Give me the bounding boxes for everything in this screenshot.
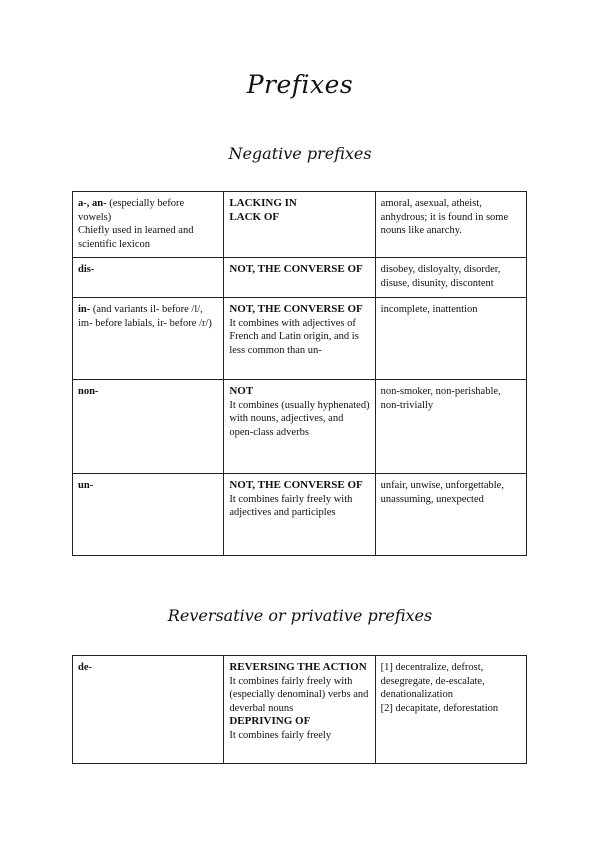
- table-row: [73, 192, 527, 258]
- meaning-description: It combines fairly freely with adjectives and participles: [229, 493, 353, 518]
- meaning-label: DEPRIVING OF: [229, 715, 311, 727]
- prefix-note: (especially before vowels): [78, 198, 185, 223]
- examples-cell: incomplete, inattention: [375, 298, 526, 380]
- examples-cell: [375, 656, 526, 764]
- prefix-cell: [73, 192, 224, 258]
- meaning-cell: [224, 258, 375, 298]
- examples-cell: non-smoker, non-perishable, non-trivially: [375, 380, 526, 474]
- prefix-label: de-: [78, 662, 92, 673]
- table-row: [73, 380, 527, 474]
- meaning-cell: [224, 192, 375, 258]
- meaning-description: It combines fairly freely with (especially denominal) verbs and deverbal nouns: [229, 675, 369, 714]
- meaning-label: NOT, THE CONVERSE OF: [229, 303, 363, 315]
- meaning-label: NOT, THE CONVERSE OF: [229, 479, 363, 491]
- prefix-cell: [73, 474, 224, 556]
- prefix-label: a-, an-: [78, 198, 107, 209]
- prefix-label: dis-: [78, 264, 95, 275]
- prefix-note: (and variants il- before /l/, im- before labials, ir- before /r/): [78, 304, 212, 329]
- prefix-label: in-: [78, 304, 91, 315]
- meaning-description: It combines (usually hyphenated) with nouns, adjectives, and open-class adverbs: [229, 399, 370, 438]
- reversative-prefixes-table: [72, 655, 527, 764]
- meaning-cell: [224, 380, 375, 474]
- table-row: [73, 656, 527, 764]
- negative-prefixes-table: [72, 191, 527, 556]
- table-row: [73, 258, 527, 298]
- meaning-cell: [224, 298, 375, 380]
- examples-text: [2] decapitate, deforestation: [380, 702, 499, 714]
- section-heading-negative: Negative prefixes: [228, 144, 372, 163]
- meaning-label: LACKING IN: [229, 197, 297, 209]
- prefix-cell: [73, 380, 224, 474]
- examples-cell: disobey, disloyalty, disorder, disuse, disunity, discontent: [375, 258, 526, 298]
- examples-cell: amoral, asexual, atheist, anhydrous; it is found in some nouns like anarchy.: [375, 192, 526, 258]
- prefix-cell: [73, 298, 224, 380]
- examples-cell: unfair, unwise, unforgettable, unassuming, unexpected: [375, 474, 526, 556]
- meaning-cell: [224, 474, 375, 556]
- meaning-label: LACK OF: [229, 210, 280, 223]
- section-heading-reversative: Reversative or privative prefixes: [167, 606, 433, 625]
- prefix-label: non-: [78, 386, 99, 397]
- page-title: Prefixes: [246, 70, 354, 99]
- prefix-label: un-: [78, 480, 94, 491]
- prefix-note: Chiefly used in learned and scientific lexicon: [78, 225, 194, 250]
- table-row: [73, 474, 527, 556]
- prefix-cell: [73, 656, 224, 764]
- meaning-label: NOT, THE CONVERSE OF: [229, 263, 363, 275]
- table-row: [73, 298, 527, 380]
- meaning-description: It combines with adjectives of French and Latin origin, and is less common than un-: [229, 317, 359, 356]
- meaning-description: It combines fairly freely: [229, 729, 332, 741]
- prefix-cell: [73, 258, 224, 298]
- meaning-label: NOT: [229, 385, 254, 397]
- examples-text: [1] decentralize, defrost, desegregate, de-escalate, denationalization: [380, 662, 485, 700]
- meaning-label: REVERSING THE ACTION: [229, 661, 367, 673]
- meaning-cell: [224, 656, 375, 764]
